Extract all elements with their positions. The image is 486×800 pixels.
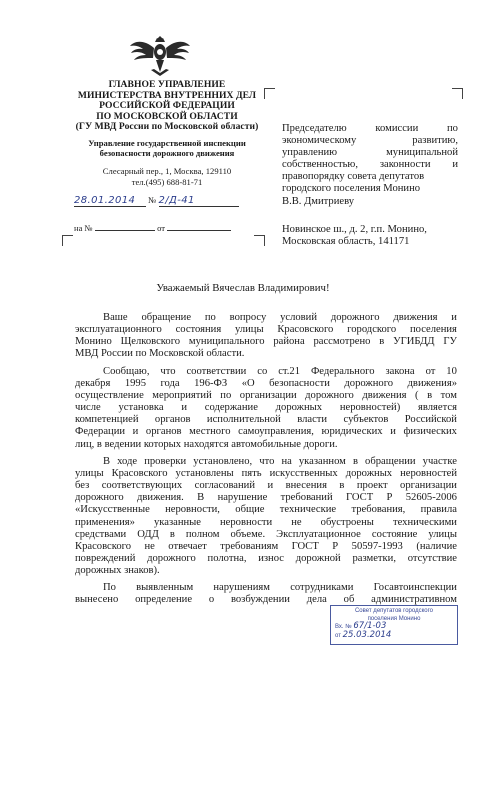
org-line: МИНИСТЕРСТВА ВНУТРЕННИХ ДЕЛ [77,89,257,101]
body-paragraph [75,456,457,578]
outgoing-date: 28.01.2014 [74,195,146,207]
recipient-line: правопорядку совета депутатов [282,171,425,183]
body-line: «Искусственные неровности, общие технические требования, правила [75,504,457,516]
registration-stamp [330,605,458,645]
body-line: декабря 1995 года 196-ФЗ «О безопасности дорожного движения» [75,377,457,389]
recipient-line: городского поселения Монино [282,183,421,195]
body-paragraph [75,312,457,361]
org-line: ГЛАВНОЕ УПРАВЛЕНИЕ [108,79,226,90]
recipient-line: экономическому развитию, [282,135,458,147]
bracket-top-left [264,88,275,99]
stamp-org-line: Совет депутатов городского [354,608,434,614]
body-line: применения» указанные неровности не обустроены техническими [75,516,457,528]
letter-body [75,312,457,612]
outgoing-number: 2/Д-41 [159,195,239,207]
ref-number-label: на № [74,223,93,233]
body-line: средствами ОДД в полном объеме. Эксплуатационное состояние улицы [75,528,457,540]
mvd-eagle-emblem-icon [129,30,191,80]
recipient-address-line: Московская область, 141171 [282,235,410,247]
body-line: По выявленным нарушениям сотрудниками Госавтоинспекции [103,582,457,594]
body-paragraph [75,366,457,451]
outgoing-reference [74,195,264,239]
phone-line: тел.(495) 688-81-71 [131,176,203,187]
body-line: Монино Щелковского муниципального района рассмотрено в УГИБДД ГУ [75,336,457,348]
recipient-address-line: Новинское ш., д. 2, г.п. Монино, [282,223,427,235]
recipient-address [282,224,458,248]
outgoing-date-number [74,195,264,211]
body-line: лиц, в ведении которых находятся автомобильные дороги. [75,438,338,450]
salutation: Уважаемый Вячеслав Владимирович! [156,282,330,294]
body-line: Федерации и органов местного самоуправления, юридических и физических [75,426,457,438]
sender-department [62,138,272,158]
body-line: вынесено определение о возбуждении дела об административном [75,594,457,606]
body-line: компетенцией органов исполнительной власти субъектов Российской [75,414,457,426]
recipient-line: управлению муниципальной [282,147,458,159]
body-line: осуществление мероприятий по организации дорожного движения ( в том [75,389,457,401]
recipient-line: собственностью, законности и [282,159,458,171]
recipient-line: Председателю комиссии по [282,123,458,134]
bracket-right [254,235,265,246]
body-line: числе установка и содержание дорожных неровностей) является [75,402,457,414]
bracket-left [62,235,73,246]
body-paragraph [75,582,457,606]
body-line: без соответствующих согласований и внесения в проект организации [75,480,457,492]
body-line: эксплуатационного состояния улицы Красовского городского поселения [75,324,457,336]
body-line: Сообщаю, что соответствии со ст.21 Федерального закона от 10 [103,365,457,377]
body-line: Красовского не отвечает требованиям ГОСТ Р 50597-1993 (наличие [75,540,457,552]
body-line: дорожного движения. В нарушение требований ГОСТ Р 52605-2006 [75,492,457,504]
recipient-line: В.В. Дмитриеву [282,195,355,207]
recipient-name [282,123,458,208]
stamp-incoming-date: от 25.03.2014 [335,629,392,640]
org-line: РОССИЙСКОЙ ФЕДЕРАЦИИ [99,100,235,112]
body-line: Ваше обращение по вопросу условий дорожного движения и [103,312,457,323]
org-line: ПО МОСКОВСКОЙ ОБЛАСТИ [96,110,238,122]
body-line: МВД России по Московской области. [75,348,245,360]
sender-org-name [62,80,272,133]
stamp-org-line: поселения Монино [367,615,421,622]
org-line: (ГУ МВД России по Московской области) [75,121,259,133]
dept-line: безопасности дорожного движения [99,147,235,158]
dept-line: Управление государственной инспекции [88,137,246,148]
body-line: В ходе проверки установлено, что на указанном в обращении участке [103,455,457,467]
sender-header [62,80,272,188]
bracket-top-right [452,88,463,99]
stamp-incoming-number: Вх. № 67/1-03 [335,621,387,631]
number-sign: № [148,195,157,205]
recipient-block [282,123,458,248]
body-line: повреждений дорожного полотна, износ дорожной разметки, отсутствие [75,552,457,564]
address-line: Слесарный пер., 1, Москва, 129110 [102,165,232,176]
body-line: дорожных знаков). [75,565,160,577]
ref-from-label: от [157,223,166,233]
sender-address [62,166,272,188]
reference-line [74,223,264,239]
body-line: улицы Красовского установлены пять искусственных дорожных неровностей [75,467,457,479]
